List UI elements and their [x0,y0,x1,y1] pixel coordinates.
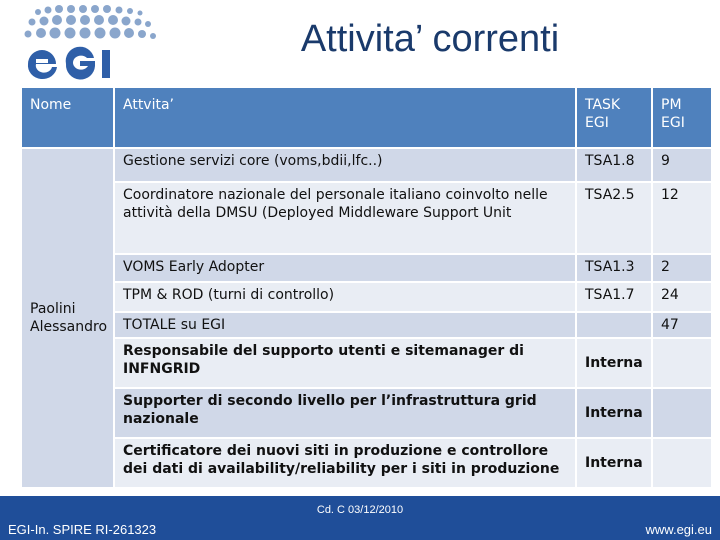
pm-cell: 12 [652,182,712,254]
task-cell: Interna [576,438,652,488]
task-cell: TSA2.5 [576,182,652,254]
activity-cell: TOTALE su EGI [114,312,576,338]
pm-cell: 2 [652,254,712,282]
activity-cell: Certificatore dei nuovi siti in produzione e controllore dei dati di availability/reliability per i siti in produzione [114,438,576,488]
activity-cell: Gestione servizi core (voms,bdii,lfc..) [114,148,576,182]
footer-bar [0,496,720,540]
footer-project: EGI-In. SPIRE RI-261323 [8,522,157,537]
pm-cell [652,338,712,388]
table-row [22,438,712,488]
table-row-total [22,312,712,338]
footer-url[interactable]: www.egi.eu [645,522,712,537]
header-activity: Attvita’ [114,88,576,148]
task-cell: Interna [576,338,652,388]
table-header-row [22,88,712,148]
task-cell: TSA1.7 [576,282,652,312]
activity-cell: TPM & ROD (turni di controllo) [114,282,576,312]
pm-cell: 24 [652,282,712,312]
page-title: Attivita’ correnti [300,18,560,60]
activities-table [22,88,713,489]
pm-cell: 47 [652,312,712,338]
header-pm: PM EGI [652,88,712,148]
table-row [22,338,712,388]
activity-cell: Coordinatore nazionale del personale italiano coinvolto nelle attività della DMSU (Deployed Middleware Support Unit [114,182,576,254]
table-row [22,148,712,182]
activity-cell: VOMS Early Adopter [114,254,576,282]
pm-cell [652,388,712,438]
pm-cell [652,438,712,488]
table-row [22,282,712,312]
person-name: Paolini Alessandro [22,148,114,488]
task-cell [576,312,652,338]
pm-cell: 9 [652,148,712,182]
footer-date: Cd. C 03/12/2010 [316,504,404,516]
task-cell: TSA1.8 [576,148,652,182]
task-cell: TSA1.3 [576,254,652,282]
header-task: TASK EGI [576,88,652,148]
activity-cell: Responsabile del supporto utenti e sitemanager di INFNGRID [114,338,576,388]
header-name: Nome [22,88,114,148]
activity-cell: Supporter di secondo livello per l’infrastruttura grid nazionale [114,388,576,438]
table-row [22,254,712,282]
table-row [22,182,712,254]
task-cell: Interna [576,388,652,438]
table-row [22,388,712,438]
egi-logo [18,4,168,84]
